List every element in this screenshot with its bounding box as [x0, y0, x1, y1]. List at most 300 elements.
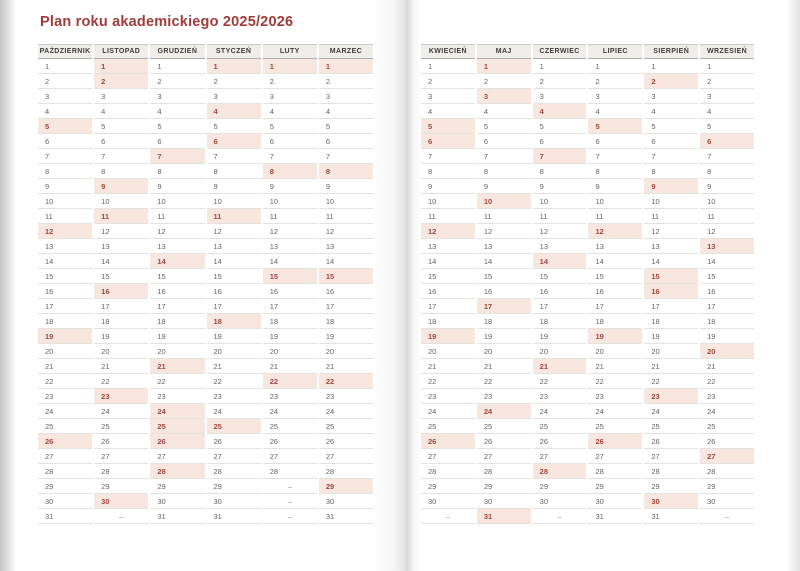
day-cell-highlighted: 8: [319, 164, 373, 179]
day-cell: 25: [94, 419, 148, 434]
day-cell: 9: [533, 179, 587, 194]
day-cell: 4: [588, 104, 642, 119]
day-cell: 6: [644, 134, 698, 149]
month-header: KWIECIEŃ: [421, 44, 475, 59]
day-cell-highlighted: 11: [207, 209, 261, 224]
day-cell: 19: [644, 329, 698, 344]
day-cell: 11: [150, 209, 204, 224]
day-cell: 15: [588, 269, 642, 284]
day-cell: 18: [700, 314, 754, 329]
day-cell: 22: [533, 374, 587, 389]
day-cell: 12: [207, 224, 261, 239]
day-cell-highlighted: 26: [38, 434, 92, 449]
day-cell: 8: [207, 164, 261, 179]
day-cell: 4: [263, 104, 317, 119]
day-cell: 23: [477, 389, 531, 404]
day-cell: 20: [533, 344, 587, 359]
day-cell: 20: [38, 344, 92, 359]
day-cell: 4: [319, 104, 373, 119]
day-cell: 8: [94, 164, 148, 179]
day-cell: 20: [263, 344, 317, 359]
day-cell-highlighted: 23: [94, 389, 148, 404]
day-cell: 28: [94, 464, 148, 479]
day-cell: 7: [588, 149, 642, 164]
day-cell: 25: [588, 419, 642, 434]
day-cell: 10: [94, 194, 148, 209]
day-cell: 3: [533, 89, 587, 104]
day-cell: 9: [150, 179, 204, 194]
day-cell-highlighted: 5: [38, 119, 92, 134]
month-header: GRUDZIEŃ: [150, 44, 204, 59]
day-cell: 20: [150, 344, 204, 359]
month-column: [38, 44, 92, 524]
day-cell: 16: [207, 284, 261, 299]
day-cell-highlighted: 25: [207, 419, 261, 434]
day-cell-highlighted: 5: [421, 119, 475, 134]
day-cell: 22: [94, 374, 148, 389]
day-cell: 22: [588, 374, 642, 389]
day-cell: 13: [588, 239, 642, 254]
day-cell: 19: [533, 329, 587, 344]
day-cell-highlighted: 6: [421, 134, 475, 149]
day-cell-highlighted: 20: [700, 344, 754, 359]
day-cell: 24: [421, 404, 475, 419]
day-cell: 27: [38, 449, 92, 464]
day-cell: 4: [644, 104, 698, 119]
day-cell: 21: [94, 359, 148, 374]
day-cell: 15: [150, 269, 204, 284]
day-cell-highlighted: 23: [644, 389, 698, 404]
day-cell: 26: [533, 434, 587, 449]
day-cell: 6: [263, 134, 317, 149]
day-cell: 3: [421, 89, 475, 104]
day-cell-highlighted: 19: [421, 329, 475, 344]
day-cell: 28: [477, 464, 531, 479]
day-cell-highlighted: 26: [421, 434, 475, 449]
day-cell: 3: [644, 89, 698, 104]
day-cell: 9: [263, 179, 317, 194]
day-cell: 23: [207, 389, 261, 404]
calendar-table-right: [421, 44, 754, 524]
day-cell: 12: [150, 224, 204, 239]
day-cell: 16: [421, 284, 475, 299]
day-cell: 4: [150, 104, 204, 119]
day-cell: 25: [700, 419, 754, 434]
day-cell: 5: [207, 119, 261, 134]
day-cell-highlighted: 30: [644, 494, 698, 509]
day-cell: 26: [700, 434, 754, 449]
day-cell: 9: [477, 179, 531, 194]
day-cell: 13: [150, 239, 204, 254]
day-cell: 29: [94, 479, 148, 494]
day-cell: 21: [477, 359, 531, 374]
day-cell: 9: [421, 179, 475, 194]
day-cell: 17: [700, 299, 754, 314]
day-cell: 3: [319, 89, 373, 104]
day-cell: 26: [207, 434, 261, 449]
day-cell: 11: [477, 209, 531, 224]
day-cell: 7: [644, 149, 698, 164]
month-header: LUTY: [263, 44, 317, 59]
day-cell-highlighted: 21: [533, 359, 587, 374]
day-cell-highlighted: 1: [94, 59, 148, 74]
day-cell: 20: [644, 344, 698, 359]
day-cell-highlighted: 1: [207, 59, 261, 74]
day-cell: 23: [150, 389, 204, 404]
day-cell: 7: [421, 149, 475, 164]
day-cell: 17: [263, 299, 317, 314]
day-cell: 7: [319, 149, 373, 164]
day-cell: 16: [263, 284, 317, 299]
day-cell: 6: [588, 134, 642, 149]
day-cell: 18: [477, 314, 531, 329]
day-cell: 25: [644, 419, 698, 434]
day-cell: 10: [263, 194, 317, 209]
month-header: MARZEC: [319, 44, 373, 59]
day-cell: 15: [207, 269, 261, 284]
day-cell: 5: [477, 119, 531, 134]
day-cell: 21: [588, 359, 642, 374]
month-header: LIPIEC: [588, 44, 642, 59]
day-cell-highlighted: 22: [263, 374, 317, 389]
day-cell: 15: [38, 269, 92, 284]
day-cell: 2: [588, 74, 642, 89]
month-header: STYCZEŃ: [207, 44, 261, 59]
day-cell: 14: [94, 254, 148, 269]
day-cell: 20: [421, 344, 475, 359]
day-cell: 23: [588, 389, 642, 404]
day-cell: 9: [319, 179, 373, 194]
empty-day-cell: –: [263, 494, 317, 509]
month-header: CZERWIEC: [533, 44, 587, 59]
day-cell: 30: [588, 494, 642, 509]
day-cell: 11: [533, 209, 587, 224]
day-cell: 3: [588, 89, 642, 104]
day-cell: 29: [477, 479, 531, 494]
day-cell: 20: [588, 344, 642, 359]
day-cell: 9: [588, 179, 642, 194]
day-cell: 26: [94, 434, 148, 449]
day-cell: 25: [319, 419, 373, 434]
day-cell-highlighted: 7: [533, 149, 587, 164]
day-cell-highlighted: 12: [38, 224, 92, 239]
day-cell-highlighted: 2: [94, 74, 148, 89]
day-cell-highlighted: 14: [150, 254, 204, 269]
day-cell: 29: [421, 479, 475, 494]
day-cell: 24: [319, 404, 373, 419]
day-cell-highlighted: 5: [588, 119, 642, 134]
day-cell: 16: [38, 284, 92, 299]
day-cell: 21: [644, 359, 698, 374]
day-cell: 7: [38, 149, 92, 164]
day-cell-highlighted: 12: [588, 224, 642, 239]
day-cell: 24: [700, 404, 754, 419]
day-cell: 13: [319, 239, 373, 254]
day-cell: 24: [644, 404, 698, 419]
day-cell: 4: [477, 104, 531, 119]
day-cell: 2: [207, 74, 261, 89]
day-cell: 8: [644, 164, 698, 179]
day-cell: 3: [150, 89, 204, 104]
day-cell: 27: [588, 449, 642, 464]
day-cell: 12: [700, 224, 754, 239]
day-cell: 24: [94, 404, 148, 419]
day-cell: 13: [477, 239, 531, 254]
month-column: [263, 44, 317, 524]
day-cell: 23: [263, 389, 317, 404]
day-cell: 3: [94, 89, 148, 104]
day-cell-highlighted: 1: [477, 59, 531, 74]
day-cell: 30: [150, 494, 204, 509]
month-column: [588, 44, 642, 524]
day-cell: 11: [319, 209, 373, 224]
day-cell: 8: [421, 164, 475, 179]
day-cell: 2: [421, 74, 475, 89]
gutter-shadow: [373, 0, 421, 571]
day-cell-highlighted: 28: [150, 464, 204, 479]
day-cell: 26: [319, 434, 373, 449]
day-cell: 29: [533, 479, 587, 494]
day-cell: 19: [150, 329, 204, 344]
day-cell: 28: [38, 464, 92, 479]
day-cell: 13: [207, 239, 261, 254]
day-cell: 14: [421, 254, 475, 269]
day-cell: 8: [150, 164, 204, 179]
day-cell: 17: [533, 299, 587, 314]
day-cell: 2: [38, 74, 92, 89]
day-cell: 11: [421, 209, 475, 224]
day-cell: 15: [700, 269, 754, 284]
day-cell: 17: [94, 299, 148, 314]
day-cell: 8: [700, 164, 754, 179]
day-cell-highlighted: 28: [533, 464, 587, 479]
day-cell: 9: [38, 179, 92, 194]
day-cell: 9: [207, 179, 261, 194]
day-cell: 18: [150, 314, 204, 329]
day-cell-highlighted: 21: [150, 359, 204, 374]
day-cell-highlighted: 27: [700, 449, 754, 464]
day-cell: 6: [533, 134, 587, 149]
day-cell: 10: [207, 194, 261, 209]
day-cell: 10: [644, 194, 698, 209]
day-cell: 15: [94, 269, 148, 284]
day-cell: 29: [207, 479, 261, 494]
day-cell-highlighted: 29: [319, 479, 373, 494]
day-cell-highlighted: 1: [263, 59, 317, 74]
day-cell: 26: [477, 434, 531, 449]
day-cell: 28: [588, 464, 642, 479]
day-cell: 14: [263, 254, 317, 269]
day-cell: 22: [38, 374, 92, 389]
day-cell: 26: [263, 434, 317, 449]
day-cell: 8: [533, 164, 587, 179]
page-edge-shadow: [786, 0, 800, 571]
empty-day-cell: –: [263, 509, 317, 524]
day-cell: 31: [38, 509, 92, 524]
day-cell: 28: [644, 464, 698, 479]
day-cell: 25: [533, 419, 587, 434]
day-cell: 27: [263, 449, 317, 464]
day-cell: 7: [207, 149, 261, 164]
day-cell: 16: [319, 284, 373, 299]
day-cell: 14: [644, 254, 698, 269]
month-header: LISTOPAD: [94, 44, 148, 59]
day-cell: 27: [421, 449, 475, 464]
day-cell: 5: [700, 119, 754, 134]
day-cell: 31: [207, 509, 261, 524]
day-cell: 20: [207, 344, 261, 359]
day-cell: 8: [38, 164, 92, 179]
day-cell: 14: [207, 254, 261, 269]
day-cell: 6: [150, 134, 204, 149]
day-cell: 21: [38, 359, 92, 374]
day-cell: 22: [700, 374, 754, 389]
day-cell: 5: [150, 119, 204, 134]
day-cell: 19: [319, 329, 373, 344]
day-cell: 13: [644, 239, 698, 254]
day-cell: 10: [150, 194, 204, 209]
day-cell: 6: [477, 134, 531, 149]
day-cell: 19: [94, 329, 148, 344]
day-cell: 16: [588, 284, 642, 299]
day-cell-highlighted: 18: [207, 314, 261, 329]
day-cell-highlighted: 3: [477, 89, 531, 104]
day-cell: 5: [94, 119, 148, 134]
day-cell: 18: [263, 314, 317, 329]
day-cell: 4: [38, 104, 92, 119]
day-cell: 17: [319, 299, 373, 314]
day-cell: 8: [477, 164, 531, 179]
spine-shadow: [0, 0, 16, 571]
day-cell: 29: [150, 479, 204, 494]
month-header: MAJ: [477, 44, 531, 59]
day-cell: 2: [319, 74, 373, 89]
day-cell: 25: [421, 419, 475, 434]
day-cell: 18: [588, 314, 642, 329]
day-cell-highlighted: 15: [644, 269, 698, 284]
day-cell: 12: [477, 224, 531, 239]
day-cell-highlighted: 9: [94, 179, 148, 194]
day-cell: 28: [207, 464, 261, 479]
day-cell: 14: [588, 254, 642, 269]
day-cell: 31: [588, 509, 642, 524]
day-cell-highlighted: 12: [421, 224, 475, 239]
day-cell: 21: [319, 359, 373, 374]
day-cell-highlighted: 9: [644, 179, 698, 194]
day-cell: 27: [150, 449, 204, 464]
day-cell: 23: [421, 389, 475, 404]
day-cell: 28: [421, 464, 475, 479]
day-cell: 7: [94, 149, 148, 164]
day-cell: 26: [644, 434, 698, 449]
day-cell: 5: [644, 119, 698, 134]
day-cell: 7: [477, 149, 531, 164]
day-cell: 27: [644, 449, 698, 464]
day-cell: 30: [700, 494, 754, 509]
day-cell: 12: [644, 224, 698, 239]
month-column: [94, 44, 148, 524]
day-cell: 16: [477, 284, 531, 299]
day-cell: 27: [94, 449, 148, 464]
day-cell: 1: [38, 59, 92, 74]
day-cell: 14: [38, 254, 92, 269]
day-cell: 21: [421, 359, 475, 374]
day-cell: 23: [533, 389, 587, 404]
day-cell: 23: [38, 389, 92, 404]
day-cell-highlighted: 10: [477, 194, 531, 209]
day-cell: 14: [477, 254, 531, 269]
day-cell-highlighted: 26: [588, 434, 642, 449]
day-cell-highlighted: 19: [588, 329, 642, 344]
day-cell: 10: [38, 194, 92, 209]
day-cell: 27: [477, 449, 531, 464]
day-cell: 6: [38, 134, 92, 149]
day-cell: 29: [588, 479, 642, 494]
day-cell: 14: [700, 254, 754, 269]
day-cell: 22: [150, 374, 204, 389]
day-cell: 15: [421, 269, 475, 284]
day-cell: 17: [421, 299, 475, 314]
day-cell: 3: [263, 89, 317, 104]
day-cell: 18: [533, 314, 587, 329]
day-cell: 24: [533, 404, 587, 419]
day-cell: 21: [263, 359, 317, 374]
day-cell: 24: [263, 404, 317, 419]
day-cell: 25: [263, 419, 317, 434]
day-cell-highlighted: 7: [150, 149, 204, 164]
day-cell-highlighted: 16: [94, 284, 148, 299]
month-column: [421, 44, 475, 524]
day-cell: 11: [644, 209, 698, 224]
day-cell: 18: [421, 314, 475, 329]
day-cell: 22: [477, 374, 531, 389]
day-cell: 30: [207, 494, 261, 509]
day-cell-highlighted: 4: [533, 104, 587, 119]
month-header: SIERPIEŃ: [644, 44, 698, 59]
day-cell-highlighted: 24: [477, 404, 531, 419]
day-cell: 22: [207, 374, 261, 389]
day-cell: 5: [263, 119, 317, 134]
day-cell: 10: [533, 194, 587, 209]
day-cell: 15: [477, 269, 531, 284]
day-cell: 4: [94, 104, 148, 119]
day-cell: 5: [319, 119, 373, 134]
month-column: [644, 44, 698, 524]
day-cell: 24: [588, 404, 642, 419]
day-cell: 2: [263, 74, 317, 89]
day-cell: 19: [477, 329, 531, 344]
month-column: [319, 44, 373, 524]
day-cell-highlighted: 22: [319, 374, 373, 389]
day-cell: 21: [207, 359, 261, 374]
day-cell: 9: [700, 179, 754, 194]
month-header: PAŹDZIERNIK: [38, 44, 92, 59]
day-cell: 3: [38, 89, 92, 104]
day-cell: 18: [319, 314, 373, 329]
empty-day-cell: –: [94, 509, 148, 524]
empty-day-cell: –: [263, 479, 317, 494]
day-cell: 13: [533, 239, 587, 254]
day-cell: 13: [38, 239, 92, 254]
day-cell: 6: [94, 134, 148, 149]
day-cell: 13: [94, 239, 148, 254]
day-cell-highlighted: 4: [207, 104, 261, 119]
day-cell-highlighted: 17: [477, 299, 531, 314]
day-cell: 2: [700, 74, 754, 89]
day-cell: 8: [588, 164, 642, 179]
day-cell: 17: [207, 299, 261, 314]
month-header: WRZESIEŃ: [700, 44, 754, 59]
